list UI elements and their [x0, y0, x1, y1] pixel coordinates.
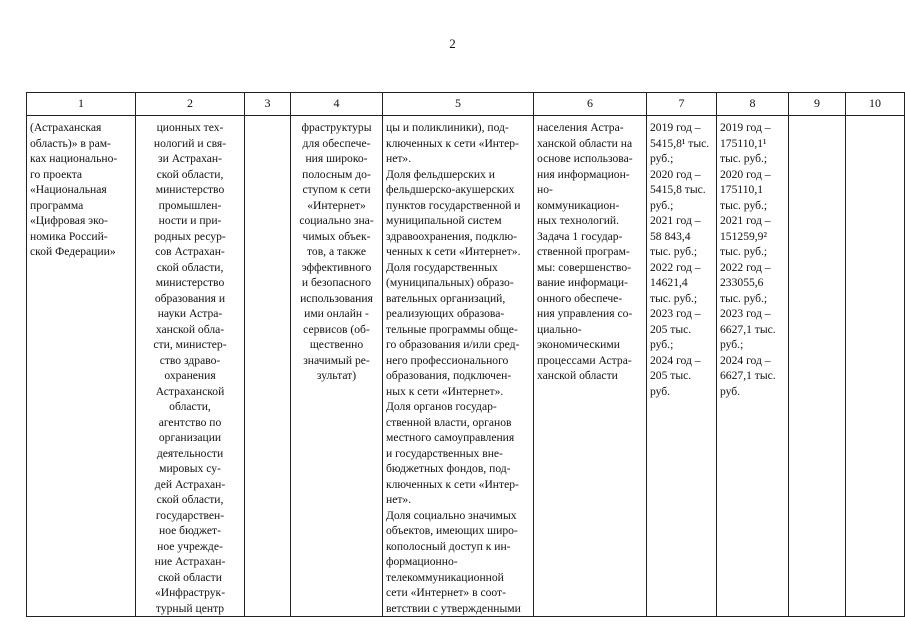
text-line: ния широко-	[305, 152, 368, 165]
text-line: ской области,	[156, 260, 224, 274]
text-line: Астраханской	[155, 384, 225, 398]
text-line: ветствии с утвержденными	[386, 601, 521, 615]
text-line: руб.;	[720, 338, 744, 351]
program-goal-text	[534, 116, 646, 384]
column-header-5: 5	[383, 93, 534, 116]
text-line: дей Астрахан-	[154, 477, 226, 491]
text-line: телекоммуникационной	[386, 570, 504, 584]
empty-cell-3	[245, 116, 290, 120]
text-line: ственной програм-	[537, 245, 630, 258]
text-line: 2023 год –	[650, 307, 701, 320]
indicators-text	[383, 116, 533, 616]
text-line: тыс. руб.;	[650, 291, 698, 305]
text-line: населения Астра-	[537, 121, 624, 134]
text-line: использования	[300, 291, 373, 305]
text-line: и безопасного	[301, 276, 372, 289]
text-line: но-	[537, 183, 553, 196]
text-line: муниципальной систем	[386, 214, 502, 227]
text-line: нет».	[386, 493, 412, 506]
text-line: тов, а также	[306, 245, 367, 258]
funding-federal-text	[717, 116, 788, 399]
text-line: 175110,1¹	[720, 136, 767, 150]
text-line: циально-	[537, 322, 582, 336]
text-line: коммуникацион-	[537, 198, 620, 212]
text-line: (Астраханская	[30, 121, 102, 134]
text-line: нет».	[386, 152, 412, 165]
text-line: формационно-	[386, 555, 458, 568]
text-line: «Национальная	[30, 183, 107, 196]
project-name-text	[27, 116, 135, 260]
text-line: ности и при-	[158, 214, 222, 227]
column-header-6: 6	[534, 93, 647, 116]
text-line: ханской обла-	[155, 322, 225, 336]
text-line: организации	[158, 431, 222, 444]
cell-col8	[717, 116, 789, 617]
text-line: экономическими	[537, 338, 620, 351]
text-line: «Цифровая эко-	[30, 214, 108, 227]
text-line: тыс. руб.;	[650, 245, 698, 258]
column-header-3: 3	[245, 93, 291, 116]
cell-col3	[245, 116, 291, 617]
text-line: ное бюджет-	[159, 524, 221, 537]
text-line: 2024 год –	[720, 353, 771, 367]
text-line: го образования и/или сред-	[386, 338, 520, 351]
text-line: номика Россий-	[30, 229, 108, 243]
text-line: тыс. руб.;	[720, 291, 768, 305]
text-line: руб.	[650, 384, 671, 398]
text-line: Доля государственных	[386, 260, 498, 274]
text-line: 233055,6	[720, 276, 764, 289]
text-line: зультат)	[316, 369, 357, 382]
column-header-10: 10	[846, 93, 905, 116]
cell-col10	[846, 116, 905, 617]
text-line: ской Федерации»	[30, 245, 116, 258]
cell-col1	[27, 116, 136, 617]
text-line: 2021 год –	[650, 214, 701, 227]
text-line: мы: совершенство-	[537, 260, 632, 274]
funding-regional-text	[647, 116, 716, 399]
text-line: области,	[169, 400, 211, 413]
text-line: руб.;	[650, 338, 674, 351]
text-line: агентство по	[158, 415, 222, 429]
text-line: 2021 год –	[720, 214, 771, 227]
text-line: (муниципальных) образо-	[386, 276, 514, 289]
text-line: 205 тыс.	[650, 369, 692, 382]
text-line: Доля органов государ-	[386, 400, 497, 413]
text-line: 175110,1	[720, 183, 764, 196]
text-line: 5415,8 тыс.	[650, 183, 706, 196]
text-line: цы и поликлиники), под-	[386, 121, 509, 134]
text-line: для обеспече-	[302, 136, 371, 150]
text-line: вание информаци-	[537, 276, 628, 289]
text-line: эффективного	[301, 260, 372, 274]
cell-col9	[789, 116, 846, 617]
text-line: 205 тыс.	[650, 322, 692, 336]
text-line: руб.;	[650, 152, 674, 165]
text-line: ное учрежде-	[157, 539, 223, 553]
text-line: деятельности	[156, 446, 224, 460]
text-line: ство здраво-	[159, 353, 221, 367]
text-line: ние Астрахан-	[154, 555, 226, 568]
text-line: него профессионального	[386, 353, 509, 367]
text-line: 2020 год –	[650, 167, 701, 181]
text-line: тельные программы обще-	[386, 322, 518, 336]
text-line: чимых объек-	[302, 229, 371, 243]
text-line: тыс. руб.;	[720, 198, 768, 212]
text-line: 151259,9²	[720, 229, 767, 243]
text-line: Задача 1 государ-	[537, 229, 623, 243]
cell-col2	[136, 116, 245, 617]
text-line: и государственных вне-	[386, 446, 503, 460]
text-line: нологий и свя-	[153, 136, 227, 150]
text-line: руб.;	[650, 198, 674, 212]
column-header-9: 9	[789, 93, 846, 116]
text-line: процессами Астра-	[537, 353, 632, 367]
text-line: ния управления со-	[537, 307, 633, 320]
text-line: 2022 год –	[720, 260, 771, 274]
text-line: ственной власти, органов	[386, 415, 512, 429]
text-line: ченных к сети «Интернет».	[386, 245, 521, 258]
text-line: фельдшерско-акушерских	[386, 183, 515, 196]
text-line: «Интернет»	[307, 198, 366, 212]
cell-col5	[383, 116, 534, 617]
text-line: тыс. руб.;	[720, 152, 768, 165]
text-line: 2023 год –	[720, 307, 771, 320]
text-line: государствен-	[155, 508, 225, 522]
empty-cell-10	[846, 116, 904, 120]
text-line: полосным до-	[302, 167, 371, 181]
text-line: социально зна-	[299, 214, 374, 227]
text-line: тыс. руб.;	[720, 245, 768, 258]
text-line: Доля фельдшерских и	[386, 167, 495, 181]
column-header-1: 1	[27, 93, 136, 116]
text-line: ключенных к сети «Интер-	[386, 136, 519, 150]
text-line: промышлен-	[158, 198, 222, 212]
text-line: 2020 год –	[720, 167, 771, 181]
text-line: бюджетных фондов, под-	[386, 462, 511, 475]
text-line: ключенных к сети «Интер-	[386, 477, 519, 491]
text-line: объектов, имеющих широ-	[386, 524, 518, 537]
text-line: щественно	[309, 338, 364, 351]
text-line: ках национально-	[30, 152, 118, 165]
text-line: ступом к сети	[302, 183, 371, 196]
text-line: Доля социально значимых	[386, 508, 517, 522]
text-line: 2019 год –	[720, 121, 771, 134]
responsible-executors-text	[136, 116, 244, 616]
column-header-8: 8	[717, 93, 789, 116]
text-line: сти, министер-	[153, 338, 227, 351]
text-line: 6627,1 тыс.	[720, 322, 776, 336]
text-line: здравоохранения, подклю-	[386, 229, 518, 243]
text-line: основе использова-	[537, 152, 633, 165]
cell-col7	[647, 116, 717, 617]
page-number: 2	[449, 36, 456, 51]
text-line: 14621,4	[650, 276, 688, 289]
text-line: ционных тех-	[156, 121, 224, 134]
text-line: министерство	[155, 183, 225, 196]
text-line: значимый ре-	[303, 353, 370, 367]
text-line: сети «Интернет» в соот-	[386, 586, 506, 599]
text-line: 5415,8¹ тыс.	[650, 136, 710, 150]
text-line: ханской области	[537, 369, 618, 382]
text-line: ими онлайн -	[304, 307, 369, 320]
text-line: 6627,1 тыс.	[720, 369, 776, 382]
text-line: программа	[30, 198, 84, 212]
cell-col6	[534, 116, 647, 617]
text-line: мировых су-	[159, 462, 221, 475]
text-line: го проекта	[30, 167, 83, 181]
text-line: ных технологий.	[537, 214, 620, 227]
text-line: образования, подключен-	[386, 369, 512, 382]
text-line: область)» в рам-	[30, 136, 111, 150]
text-line: турный центр	[155, 601, 225, 615]
text-line: ской области,	[156, 493, 224, 506]
text-line: фраструктуры	[301, 121, 372, 134]
text-line: ния информацион-	[537, 167, 630, 181]
text-line: родных ресур-	[154, 229, 226, 243]
text-line: кополосный доступ к ин-	[386, 539, 511, 553]
cell-col4	[291, 116, 383, 617]
text-line: охранения	[164, 369, 216, 382]
table-row	[27, 116, 905, 617]
text-line: министерство	[155, 276, 225, 289]
text-line: ных к сети «Интернет».	[386, 384, 504, 398]
column-header-2: 2	[136, 93, 245, 116]
text-line: 58 843,4	[650, 229, 691, 243]
text-line: науки Астра-	[157, 307, 223, 320]
text-line: вательных организаций,	[386, 291, 506, 305]
text-line: пунктов государственной и	[386, 198, 521, 212]
text-line: 2022 год –	[650, 260, 701, 274]
text-line: ханской области на	[537, 136, 633, 150]
header-row	[27, 93, 905, 116]
program-table	[26, 92, 905, 617]
text-line: 2019 год –	[650, 121, 701, 134]
text-line: руб.	[720, 384, 741, 398]
text-line: местного самоуправления	[386, 431, 515, 444]
text-line: онного обеспече-	[537, 291, 623, 305]
text-line: «Инфраструк-	[154, 586, 226, 599]
column-header-4: 4	[291, 93, 383, 116]
text-line: зи Астрахан-	[158, 152, 222, 165]
expected-result-text	[291, 116, 382, 384]
column-header-7: 7	[647, 93, 717, 116]
text-line: 2024 год –	[650, 353, 701, 367]
text-line: образования и	[154, 291, 226, 305]
text-line: сервисов (об-	[303, 322, 370, 336]
empty-cell-9	[789, 116, 845, 120]
text-line: ской области,	[156, 167, 224, 181]
text-line: сов Астрахан-	[155, 245, 225, 258]
text-line: реализующих образова-	[386, 307, 505, 320]
text-line: ской области	[158, 570, 222, 584]
